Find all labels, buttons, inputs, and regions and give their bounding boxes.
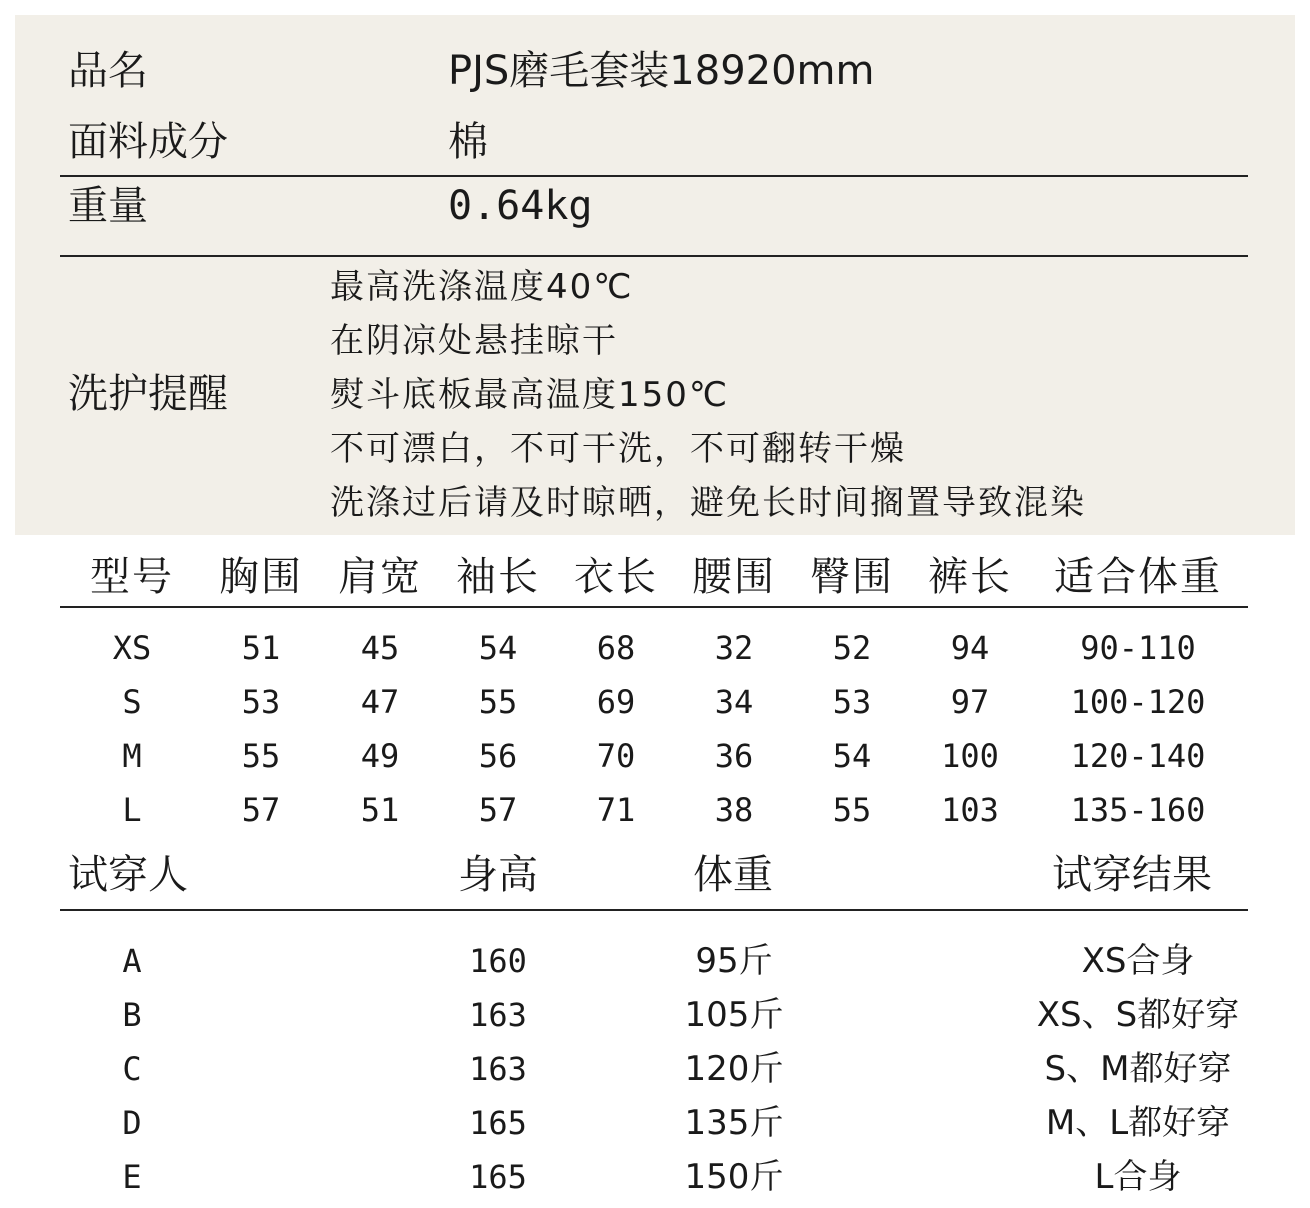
fabric-label: 面料成分	[68, 119, 228, 165]
trial-cell: E	[122, 1158, 142, 1196]
size-cell: 47	[360, 683, 400, 721]
size-cell: 55	[832, 791, 872, 829]
size-cell: 52	[832, 629, 872, 667]
trial-cell: 135斤	[684, 1103, 784, 1143]
size-cell: 51	[360, 791, 400, 829]
trial-cell: S、M都好穿	[1044, 1049, 1232, 1089]
size-cell: 36	[714, 737, 754, 775]
size-cell: 53	[832, 683, 872, 721]
size-cell: 56	[478, 737, 518, 775]
size-cell: 69	[596, 683, 636, 721]
size-cell: 45	[360, 629, 400, 667]
trial-header-weight: 体重	[693, 852, 773, 898]
divider	[60, 175, 1248, 177]
size-header-waist: 腰围	[692, 554, 776, 600]
size-cell: 57	[478, 791, 518, 829]
size-cell: L	[122, 791, 142, 829]
care-line: 不可漂白，不可干洗，不可翻转干燥	[330, 429, 906, 469]
care-line: 洗涤过后请及时晾晒，避免长时间搁置导致混染	[330, 483, 1086, 523]
trial-cell: D	[122, 1104, 142, 1142]
divider	[60, 255, 1248, 257]
size-cell: 100	[941, 737, 999, 775]
size-cell: 120-140	[1070, 737, 1206, 775]
size-header-length: 衣长	[574, 554, 658, 600]
size-cell: 135-160	[1070, 791, 1206, 829]
size-cell: M	[122, 737, 142, 775]
size-cell: 38	[714, 791, 754, 829]
trial-cell: B	[122, 996, 142, 1034]
care-line: 最高洗涤温度40℃	[330, 267, 634, 307]
care-line: 在阴凉处悬挂晾干	[330, 321, 618, 361]
trial-cell: 150斤	[684, 1157, 784, 1197]
trial-cell: 165	[469, 1104, 527, 1142]
size-cell: 54	[832, 737, 872, 775]
size-cell: 70	[596, 737, 636, 775]
trial-cell: 160	[469, 942, 527, 980]
size-header-model: 型号	[90, 554, 174, 600]
weight-value: 0.64kg	[448, 183, 593, 229]
trial-header-person: 试穿人	[68, 852, 188, 898]
size-header-shoulder: 肩宽	[338, 554, 422, 600]
divider	[60, 606, 1248, 608]
size-cell: 57	[241, 791, 281, 829]
size-cell: 103	[941, 791, 999, 829]
size-cell: 100-120	[1070, 683, 1206, 721]
trial-cell: 105斤	[684, 995, 784, 1035]
size-cell: 68	[596, 629, 636, 667]
divider	[60, 909, 1248, 911]
trial-cell: XS、S都好穿	[1036, 995, 1240, 1035]
trial-cell: 95斤	[695, 941, 773, 981]
trial-cell: 163	[469, 996, 527, 1034]
size-cell: XS	[112, 629, 152, 667]
trial-cell: M、L都好穿	[1045, 1103, 1231, 1143]
trial-header-height: 身高	[458, 852, 538, 898]
size-cell: S	[122, 683, 142, 721]
trial-cell: 165	[469, 1158, 527, 1196]
trial-cell: C	[122, 1050, 142, 1088]
size-header-chest: 胸围	[219, 554, 303, 600]
size-cell: 90-110	[1080, 629, 1196, 667]
size-header-sleeve: 袖长	[456, 554, 540, 600]
size-header-hip: 臀围	[810, 554, 894, 600]
size-cell: 97	[950, 683, 990, 721]
size-cell: 49	[360, 737, 400, 775]
size-cell: 53	[241, 683, 281, 721]
size-header-pants: 裤长	[928, 554, 1012, 600]
trial-cell: 163	[469, 1050, 527, 1088]
care-line: 熨斗底板最高温度150℃	[330, 375, 730, 415]
size-cell: 55	[478, 683, 518, 721]
fabric-value: 棉	[448, 119, 488, 165]
care-label: 洗护提醒	[68, 371, 228, 417]
trial-header-result: 试穿结果	[1052, 852, 1212, 898]
product-name-value: PJS磨毛套装18920mm	[448, 48, 875, 94]
trial-cell: L合身	[1094, 1157, 1182, 1197]
size-cell: 51	[241, 629, 281, 667]
weight-label: 重量	[68, 183, 148, 229]
size-cell: 34	[714, 683, 754, 721]
size-cell: 55	[241, 737, 281, 775]
size-cell: 54	[478, 629, 518, 667]
size-cell: 32	[714, 629, 754, 667]
size-header-weight-range: 适合体重	[1054, 554, 1222, 600]
product-name-label: 品名	[68, 48, 148, 94]
size-cell: 71	[596, 791, 636, 829]
trial-cell: A	[122, 942, 142, 980]
trial-cell: XS合身	[1081, 941, 1195, 981]
size-cell: 94	[950, 629, 990, 667]
trial-cell: 120斤	[684, 1049, 784, 1089]
